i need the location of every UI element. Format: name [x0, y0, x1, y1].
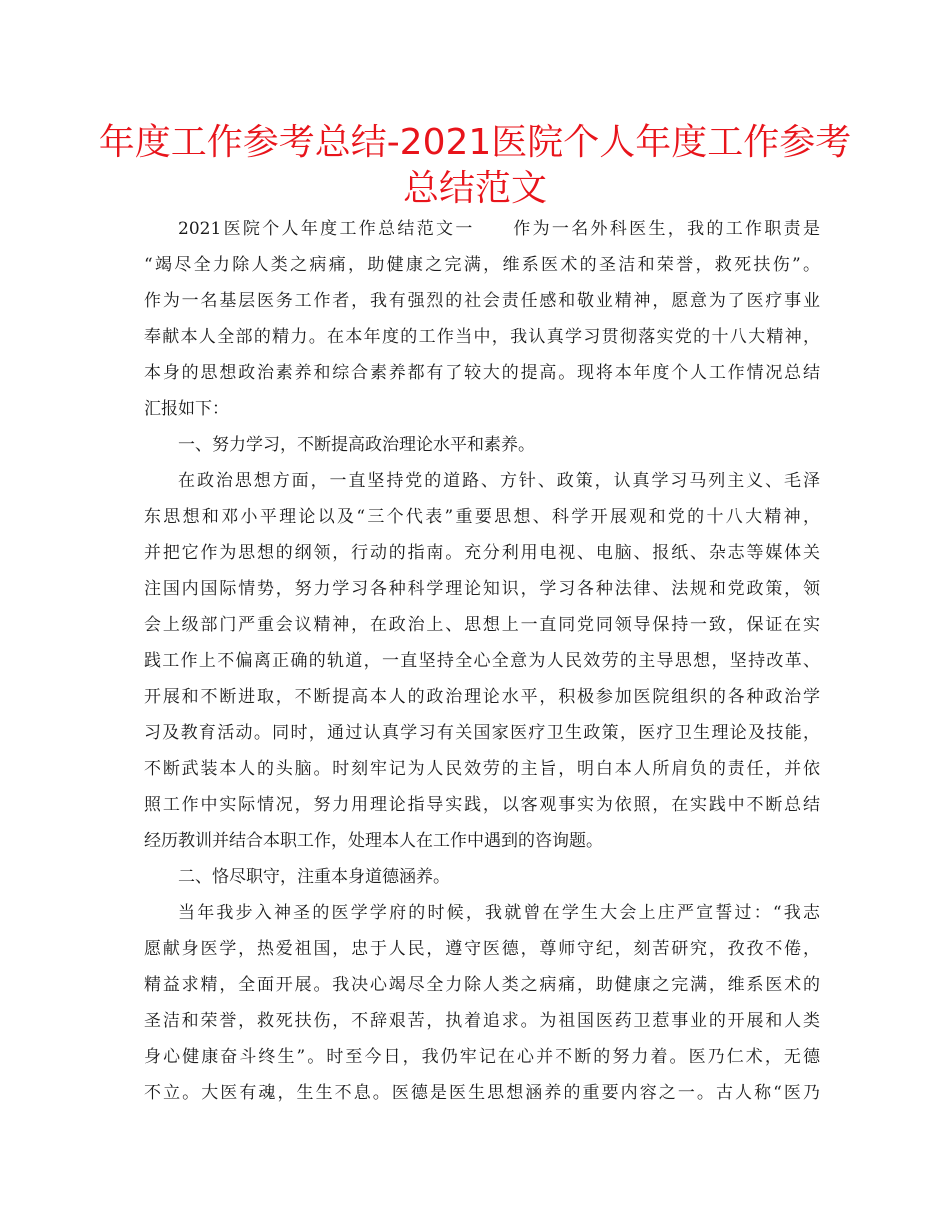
body-text-line: 照工作中实际情况，努力用理论指导实践，以客观事实为依照，在实践中不断总结	[144, 795, 820, 815]
body-text-line: 在政治思想方面，一直坚持党的道路、方针、政策，认真学习马列主义、毛泽	[178, 471, 820, 491]
body-text-line: 开展和不断进取，不断提高本人的政治理论水平，积极参加医院组织的各种政治学	[144, 687, 820, 707]
body-text-line: 本身的思想政治素养和综合素养都有了较大的提高。现将本年度个人工作情况总结	[144, 363, 820, 383]
body-text-line: 一、努力学习，不断提高政治理论水平和素养。	[178, 435, 535, 455]
body-text-line: 奉献本人全部的精力。在本年度的工作当中，我认真学习贯彻落实党的十八大精神，	[144, 327, 820, 347]
body-text-line: 愿献身医学，热爱祖国，忠于人民，遵守医德，尊师守纪，刻苦研究，孜孜不倦，	[144, 939, 820, 959]
body-text-line: 作为一名基层医务工作者，我有强烈的社会责任感和敬业精神，愿意为了医疗事业	[144, 291, 820, 311]
body-text-line: 圣洁和荣誉，救死扶伤，不辞艰苦，执着追求。为祖国医药卫惹事业的开展和人类	[144, 1011, 820, 1031]
body-text-line: 会上级部门严重会议精神，在政治上、思想上一直同党同领导保持一致，保证在实	[144, 615, 820, 635]
body-text-line: 东思想和邓小平理论以及“三个代表”重要思想、科学开展观和党的十八大精神，	[144, 507, 820, 527]
body-text-line: 并把它作为思想的纲领，行动的指南。充分利用电视、电脑、报纸、杂志等媒体关	[144, 543, 820, 563]
body-text-line: 经历教训并结合本职工作，处理本人在工作中遇到的咨询题。	[144, 831, 603, 851]
body-text-line: 身心健康奋斗终生”。时至今日，我仍牢记在心并不断的努力着。医乃仁术，无德	[144, 1047, 820, 1067]
body-text-line: 践工作上不偏离正确的轨道，一直坚持全心全意为人民效劳的主导思想，坚持改革、	[144, 651, 820, 671]
body-text-line: 精益求精，全面开展。我决心竭尽全力除人类之病痛，助健康之完满，维系医术的	[144, 975, 820, 995]
body-text-line: 当年我步入神圣的医学学府的时候，我就曾在学生大会上庄严宣誓过：“我志	[178, 903, 820, 923]
body-text-line: 习及教育活动。同时，通过认真学习有关国家医疗卫生政策，医疗卫生理论及技能，	[144, 723, 820, 743]
body-text-line: 二、恪尽职守，注重本身道德涵养。	[178, 867, 450, 887]
body-text-line: 不断武装本人的头脑。时刻牢记为人民效劳的主旨，明白本人所肩负的责任，并依	[144, 759, 820, 779]
body-text-line: 汇报如下：	[144, 399, 229, 419]
body-text-line: 不立。大医有魂，生生不息。医德是医生思想涵养的重要内容之一。古人称“医乃	[144, 1083, 820, 1103]
page-title-line-1: 年度工作参考总结-2021医院个人年度工作参考	[98, 122, 852, 163]
document-body	[144, 211, 820, 1111]
body-text-line: “竭尽全力除人类之病痛，助健康之完满，维系医术的圣洁和荣誉，救死扶伤”。	[144, 255, 820, 275]
body-text-line: 注国内国际情势，努力学习各种科学理论知识，学习各种法律、法规和党政策，领	[144, 579, 820, 599]
body-text-line: 2021医院个人年度工作总结范文一 作为一名外科医生，我的工作职责是	[178, 219, 820, 239]
page-title-line-2: 总结范文	[402, 168, 547, 209]
